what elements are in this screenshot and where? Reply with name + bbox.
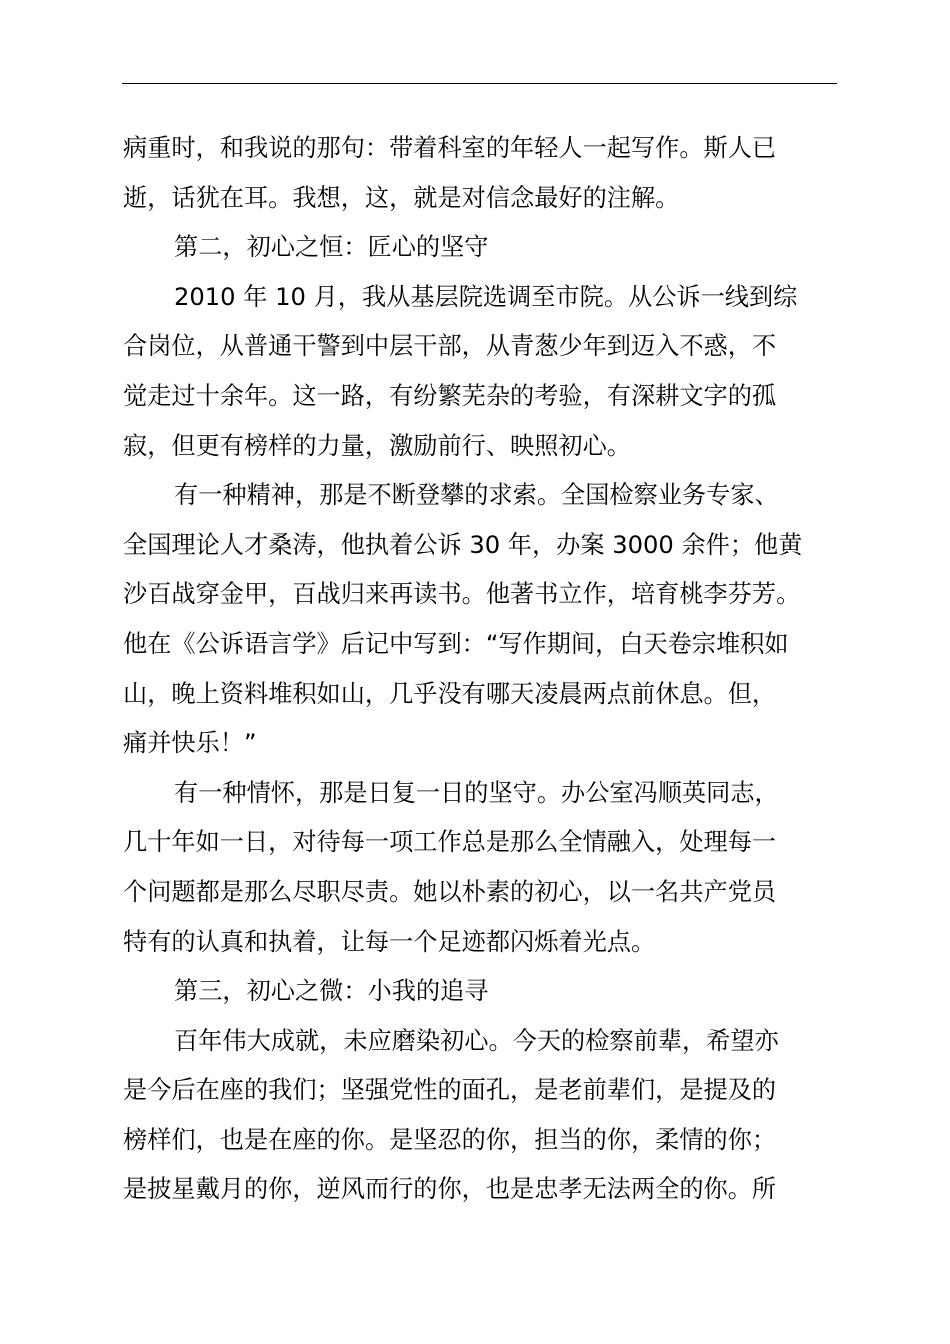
text-line: 山，晚上资料堆积如山，几乎没有哪天凌晨两点前休息。但， — [123, 679, 777, 708]
text-line: 是披星戴月的你，逆风而行的你，也是忠孝无法两全的你。所 — [123, 1175, 777, 1204]
text-line: 逝，话犹在耳。我想，这，就是对信念最好的注解。 — [123, 183, 680, 212]
header-rule — [122, 83, 837, 84]
text-line: 痛并快乐！” — [123, 729, 257, 758]
text-line: 2010 年 10 月，我从基层院选调至市院。从公诉一线到综 — [174, 282, 798, 311]
text-line: 个问题都是那么尽职尽责。她以朴素的初心，以一名共产党员 — [123, 877, 777, 906]
text-line: 沙百战穿金甲，百战归来再读书。他著书立作，培育桃李芬芳。 — [123, 580, 801, 609]
text-line: 合岗位，从普通干警到中层干部，从青葱少年到迈入不惑，不 — [123, 332, 777, 361]
text-line: 第三，初心之微：小我的追寻 — [174, 977, 489, 1006]
text-line: 病重时，和我说的那句：带着科室的年轻人一起写作。斯人已 — [123, 134, 777, 162]
text-line: 特有的认真和执着，让每一个足迹都闪烁着光点。 — [123, 927, 656, 956]
text-line: 有一种情怀，那是日复一日的坚守。办公室冯顺英同志， — [174, 778, 779, 807]
text-line: 百年伟大成就，未应磨染初心。今天的检察前辈，希望亦 — [174, 1026, 779, 1055]
text-line: 寂，但更有榜样的力量，激励前行、映照初心。 — [123, 431, 631, 460]
text-line: 是今后在座的我们；坚强党性的面孔，是老前辈们，是提及的 — [123, 1076, 777, 1105]
text-line: 几十年如一日，对待每一项工作总是那么全情融入，处理每一 — [123, 828, 777, 857]
text-line: 他在《公诉语言学》后记中写到：“写作期间，白天卷宗堆积如 — [123, 629, 789, 658]
text-line: 第二，初心之恒：匠心的坚守 — [174, 233, 489, 262]
text-line: 全国理论人才桑涛，他执着公诉 30 年，办案 3000 余件；他黄 — [123, 530, 803, 559]
document-body — [123, 124, 839, 1215]
text-line: 榜样们，也是在座的你。是坚忍的你，担当的你，柔情的你； — [123, 1125, 777, 1154]
text-line: 觉走过十余年。这一路，有纷繁芜杂的考验，有深耕文字的孤 — [123, 381, 777, 410]
text-line: 有一种精神，那是不断登攀的求索。全国检察业务专家、 — [174, 481, 779, 510]
